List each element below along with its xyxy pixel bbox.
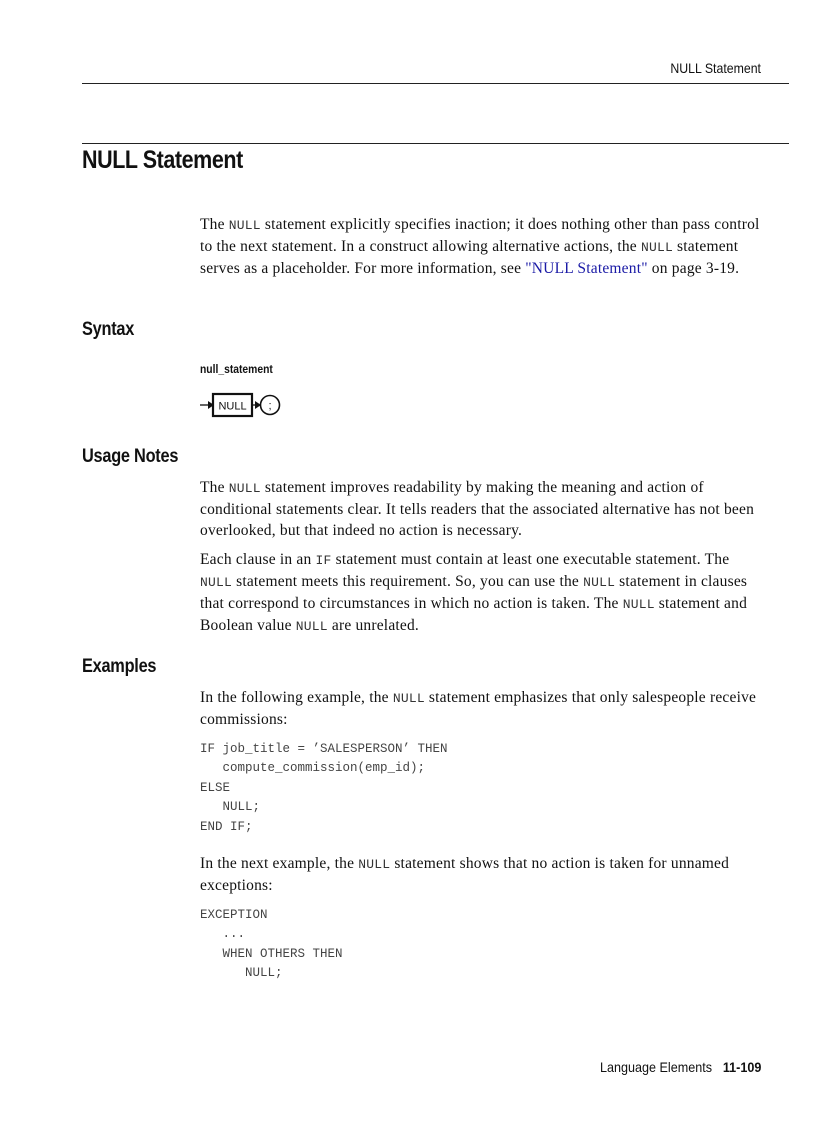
diagram-label: null_statement — [200, 362, 273, 376]
examples-heading: Examples — [82, 656, 157, 677]
page-title: NULL Statement — [82, 146, 243, 174]
example-paragraph-2: In the next example, the NULL statement shows that no action is taken for unnamed exceptions: — [200, 855, 730, 894]
code-example-1: IF job_title = ’SALESPERSON’ THEN compute_commission(emp_id); ELSE NULL; END IF; — [200, 742, 448, 834]
title-rule — [82, 143, 789, 144]
header-rule — [82, 83, 789, 84]
diagram-terminator: ; — [268, 400, 272, 412]
intro-paragraph: The NULL statement explicitly specifies inaction; it does nothing other than pass control to the next statement. In a construct allowing alternative actions, the NULL statement serves as a placeholder. For more information, see "NULL Statement" on page 3-19. — [200, 216, 760, 277]
diagram-keyword: NULL — [218, 400, 247, 413]
usage-notes-heading: Usage Notes — [82, 446, 179, 467]
example-paragraph-1: In the following example, the NULL statement emphasizes that only salespeople receive commissions: — [200, 689, 757, 728]
null-statement-link[interactable]: "NULL Statement" — [525, 260, 648, 277]
usage-paragraph-2: Each clause in an IF statement must contain at least one executable statement. The NULL statement meets this requirement. So, you can use the NULL statement in clauses that correspond to circumstances in which no action is taken. The NULL statement and Boolean value NULL are unrelated. — [200, 551, 748, 634]
syntax-diagram — [198, 390, 288, 422]
running-header: NULL Statement — [670, 60, 761, 76]
page-footer — [600, 1059, 761, 1075]
page-number: 11-109 — [722, 1059, 761, 1075]
syntax-heading: Syntax — [82, 319, 135, 340]
usage-paragraph-1: The NULL statement improves readability by making the meaning and action of conditional statements clear. It tells readers that the associated alternative has not been overlooked, but that indeed no action is necessary. — [200, 479, 755, 539]
code-example-2: EXCEPTION ... WHEN OTHERS THEN NULL; — [200, 908, 343, 981]
footer-section: Language Elements — [599, 1059, 712, 1075]
